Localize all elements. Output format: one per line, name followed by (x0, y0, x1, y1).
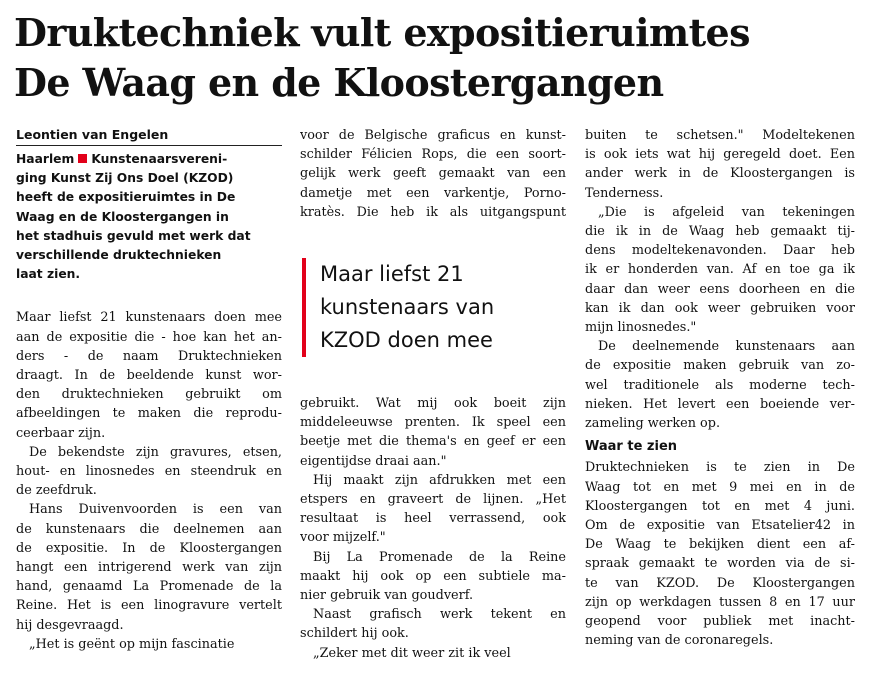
paragraph-2 (16, 443, 282, 501)
text-line: schildert hij ook. (300, 626, 409, 642)
red-square-icon (78, 154, 87, 163)
text-line: Waag tot en met 9 mei en in de (585, 479, 855, 495)
paragraph-3 (300, 548, 566, 606)
paragraph-4 (585, 458, 855, 650)
dateline-place: Haarlem (16, 152, 75, 166)
lead-line: het stadhuis gevuld met werk dat (16, 228, 251, 243)
text-line: hangt een intrigerend werk van zijn (16, 560, 282, 576)
text-line: den druktechnieken gebruikt om (16, 387, 282, 403)
text-line: resultaat is heel verrassend, ook (300, 511, 566, 527)
text-line: wel traditionele als moderne tech- (585, 377, 855, 393)
text-line: hand, genaamd La Promenade de la (16, 579, 282, 595)
text-line: Hans Duivenvoorden is een van (29, 502, 282, 518)
text-line: gelijk werk geeft gemaakt van een (300, 166, 566, 182)
headline-line-2: De Waag en de Kloostergangen (14, 60, 664, 105)
column-3 (585, 126, 855, 650)
lead-line: laat zien. (16, 267, 81, 282)
text-line: Reine. Het is een linogravure vertelt (16, 598, 282, 614)
pull-quote-line: KZOD doen mee (320, 328, 493, 352)
text-line: etspers en graveert de lijnen. „Het (300, 492, 566, 508)
text-line: de zeefdruk. (16, 483, 97, 499)
text-line: neming van de coronaregels. (585, 633, 774, 649)
headline-line-1: Druktechniek vult expositieruimtes (14, 10, 750, 55)
headline (14, 8, 859, 108)
text-line: zijn op werkdagen tussen 8 en 17 uur (585, 594, 855, 610)
column-2-lower (300, 394, 566, 663)
paragraph-4 (16, 635, 282, 654)
text-line: de expositie. In de Kloostergangen (16, 540, 282, 556)
text-line: kratès. Die heb ik als uitgangspunt (300, 204, 566, 220)
byline: Leontien van Engelen (16, 127, 282, 146)
pull-quote-line: kunstenaars van (320, 295, 495, 319)
text-line: zameling werken op. (585, 416, 721, 432)
paragraph-5 (300, 644, 566, 663)
text-line: mijn linosnedes." (585, 320, 697, 336)
text-line: maakt hij ook op een subtiele ma- (300, 568, 566, 584)
text-line: Maar liefst 21 kunstenaars doen mee (16, 310, 282, 326)
text-line: spraak gemaakt te worden via de si- (585, 556, 855, 572)
text-line: Om de expositie van Etsatelier42 in (585, 518, 855, 534)
text-line: de kunstenaars die deelnemen aan (16, 521, 282, 537)
text-line: eigentijdse draai aan." (300, 453, 447, 469)
text-line: ders - de naam Druktechnieken (16, 348, 282, 364)
text-line: De deelnemende kunstenaars aan (598, 339, 855, 355)
text-line: te van KZOD. De Kloostergangen (585, 575, 855, 591)
text-line: dametje met een varkentje, Porno- (300, 185, 566, 201)
paragraph-2 (300, 471, 566, 548)
paragraph-continued (300, 126, 566, 222)
paragraph-2 (585, 203, 855, 337)
lead-line: heeft de expositieruimtes in De (16, 190, 236, 205)
text-line: nieken. Het levert een boeiende ver- (585, 396, 855, 412)
column-1 (16, 150, 282, 654)
text-line: ik er honderden van. Af en toe ga ik (585, 262, 855, 278)
text-line: die ik in de Waag heb gemaakt tij- (585, 224, 855, 240)
text-line: daar dan weer eens doorheen en die (585, 281, 855, 297)
section-subheading: Waar te zien (585, 439, 678, 455)
text-line: hij desgevraagd. (16, 617, 124, 633)
text-line: afbeeldingen te maken die reprodu- (16, 406, 282, 422)
text-line: draagt. In de beeldende kunst wor- (16, 368, 282, 384)
text-line: ander werk in de Kloostergangen is (585, 166, 855, 182)
paragraph-1 (300, 394, 566, 471)
text-line: Kloostergangen tot en met 4 juni. (585, 498, 855, 514)
text-line: aan de expositie die - hoe kan het an- (16, 329, 282, 345)
text-line: is ook iets wat hij geregeld doet. Een (585, 147, 855, 163)
text-line: „Het is geënt op mijn fascinatie (29, 636, 235, 652)
lead-line: Haarlem Kunstenaarsvereni- (16, 152, 228, 166)
text-line: de expositie maken gebruik van zo- (585, 358, 855, 374)
text-line: dens modeltekenavonden. Daar heb (585, 243, 855, 259)
text-line: hout- en linosnedes en steendruk en (16, 464, 282, 480)
text-line: nier gebruik van goudverf. (300, 588, 474, 604)
paragraph-1 (585, 126, 855, 203)
text-line: Tenderness. (585, 185, 664, 201)
paragraph-3 (16, 500, 282, 634)
text-line: Naast grafisch werk tekent en (313, 607, 566, 623)
text-line: De Waag te bekijken dient een af- (585, 537, 855, 553)
text-line: schilder Félicien Rops, die een soort- (300, 147, 566, 163)
lead-paragraph (16, 150, 282, 284)
text-line: ceerbaar zijn. (16, 425, 106, 441)
paragraph-3 (585, 337, 855, 433)
pull-quote (302, 258, 564, 357)
paragraph-1 (16, 308, 282, 442)
lead-line: verschillende druktechnieken (16, 248, 222, 263)
text-line: gebruikt. Wat mij ook boeit zijn (300, 396, 566, 411)
text-line: geopend voor publiek met inacht- (585, 614, 855, 630)
paragraph-4 (300, 605, 566, 643)
text-line: De bekendste zijn gravures, etsen, (29, 444, 282, 460)
pull-quote-line: Maar liefst 21 (320, 262, 464, 286)
text-line: Druktechnieken is te zien in De (585, 460, 855, 476)
text-line: middeleeuwse prenten. Ik speel een (300, 415, 566, 431)
lead-line: Waag en de Kloostergangen in (16, 209, 229, 224)
text-line: voor de Belgische graficus en kunst- (300, 128, 566, 143)
column-2 (300, 126, 566, 222)
text-line: voor mijzelf." (300, 530, 386, 546)
text-line: „Zeker met dit weer zit ik veel (313, 645, 511, 661)
text-line: „Die is afgeleid van tekeningen (598, 204, 855, 220)
text-line: buiten te schetsen." Modeltekenen (585, 128, 855, 143)
lead-line: ging Kunst Zij Ons Doel (KZOD) (16, 171, 234, 186)
text-line: Bij La Promenade de la Reine (313, 549, 566, 565)
text-line: beetje met die thema's en geef er een (300, 434, 566, 450)
text-line: kan ik dan ook weer gebruiken voor (585, 300, 855, 316)
text-line: Hij maakt zijn afdrukken met een (313, 472, 566, 488)
